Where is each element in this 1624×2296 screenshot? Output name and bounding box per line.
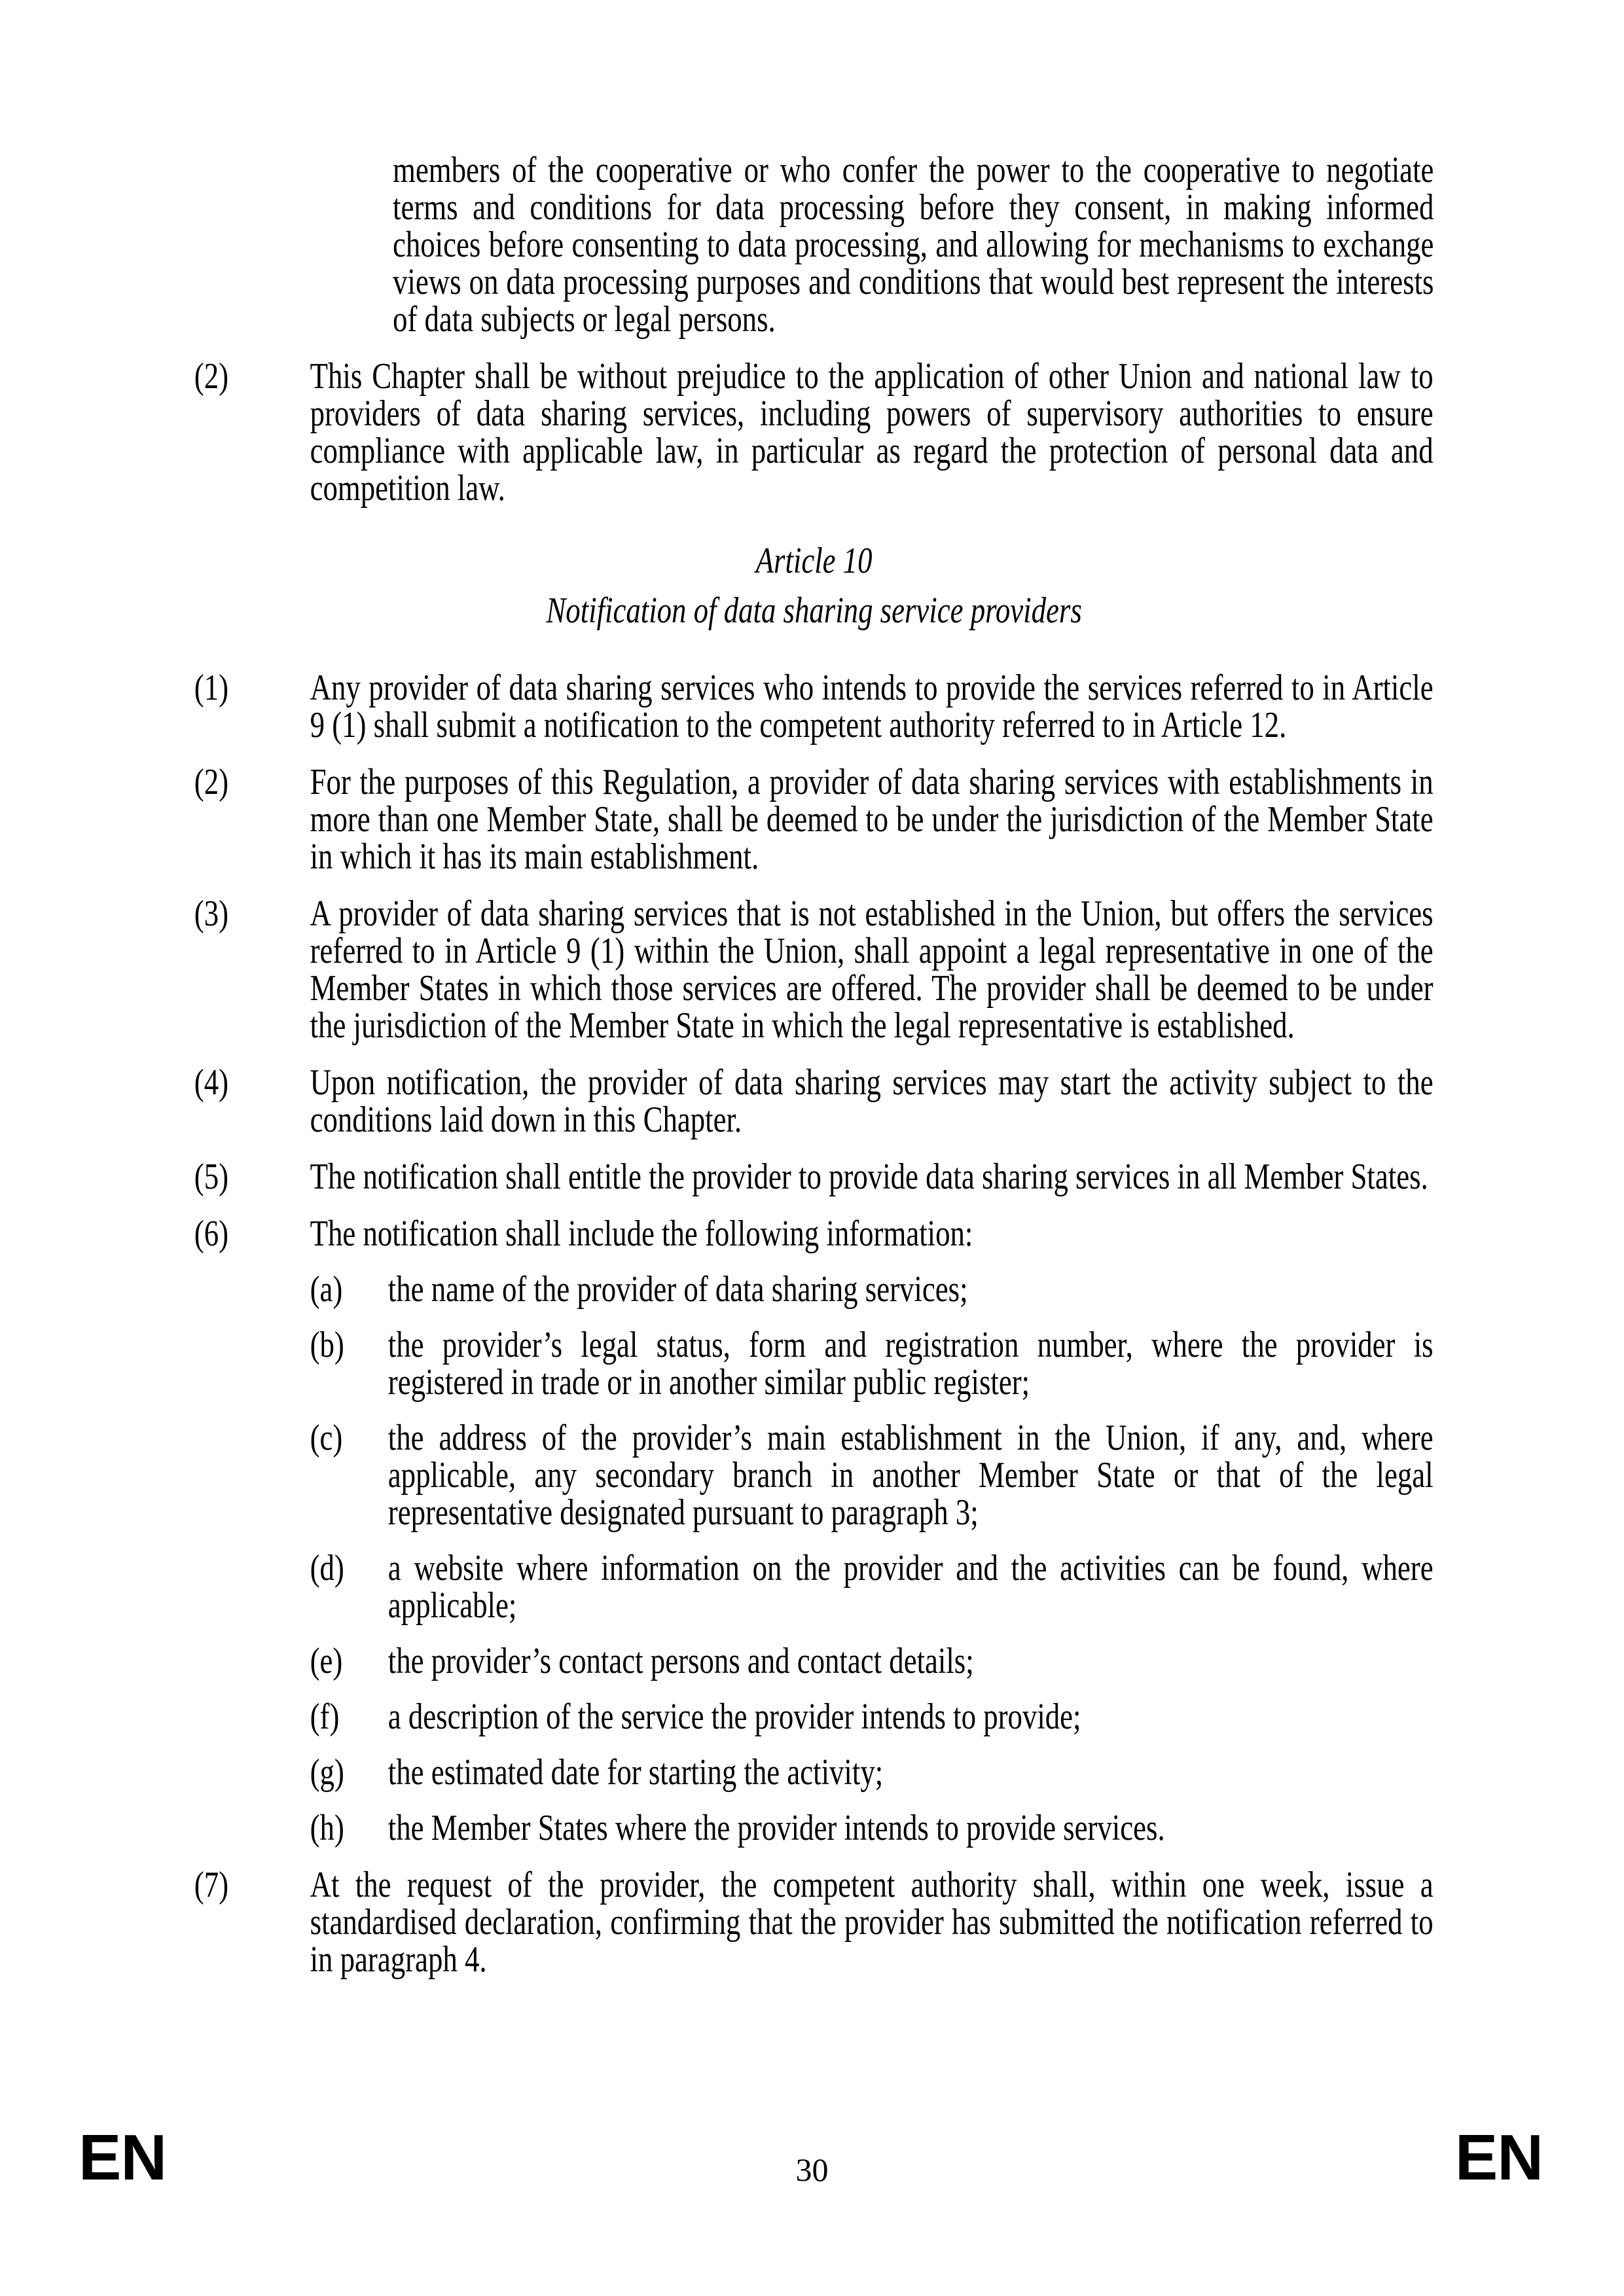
letter-marker: (c) — [310, 1418, 343, 1458]
letter-marker: (g) — [310, 1752, 344, 1793]
item-number: (7) — [194, 1865, 229, 1905]
lettered-item — [310, 1550, 1434, 1624]
item-lead-text: The notification shall include the following information: — [310, 1213, 973, 1254]
letter-text: a description of the service the provider intends to provide; — [388, 1696, 1081, 1737]
item-text — [310, 1215, 1434, 1847]
letter-text: the Member States where the provider intends to provide services. — [388, 1808, 1165, 1848]
item-number: (4) — [194, 1062, 229, 1103]
lettered-item — [310, 1420, 1434, 1532]
numbered-item — [194, 895, 1624, 1045]
item-text: Any provider of data sharing services who intends to provide the services referred to in Article 9 (1) shall submit a notification to the competent authority referred to in Article 12. — [310, 668, 1434, 745]
item-number: (5) — [194, 1157, 229, 1197]
letter-text: the name of the provider of data sharing services; — [388, 1269, 968, 1310]
page-number: 30 — [795, 2151, 829, 2188]
letter-text: the address of the provider’s main establishment in the Union, if any, and, where applicable, any secondary branch in another Member State or that of the legal representative designated pursuant to paragraph 3; — [388, 1418, 1434, 1533]
item-text: Upon notification, the provider of data sharing services may start the activity subject to the conditions laid down in this Chapter. — [310, 1062, 1434, 1140]
item-text: For the purposes of this Regulation, a provider of data sharing services with establishments in more than one Member State, shall be deemed to be under the jurisdiction of the Member State in which it has its main establishment. — [310, 762, 1434, 877]
numbered-item — [194, 1158, 1624, 1196]
lettered-sublist — [310, 1271, 1434, 1847]
item-text: At the request of the provider, the competent authority shall, within one week, issue a standardised declaration, confirming that the provider has submitted the notification referred to in paragraph 4. — [310, 1865, 1434, 1980]
item-number: (6) — [194, 1213, 229, 1254]
lettered-item — [310, 1271, 1434, 1308]
lettered-item — [310, 1643, 1434, 1680]
letter-text: the provider’s contact persons and contact details; — [388, 1641, 974, 1681]
article-title: Article 10 — [755, 541, 873, 581]
letter-marker: (b) — [310, 1325, 344, 1365]
item-number: (1) — [194, 668, 229, 708]
numbered-item — [194, 1867, 1624, 1979]
article-heading — [194, 536, 1434, 636]
letter-text: the provider’s legal status, form and registration number, where the provider is registered in trade or in another similar public register; — [388, 1325, 1434, 1403]
letter-marker: (e) — [310, 1641, 343, 1681]
continuation-paragraph: members of the cooperative or who confer the power to the cooperative to negotiate terms and conditions for data processing before they consent, in making informed choices before consenting to data processing, and allowing for mechanisms to exchange views on data processing purposes and conditions that would best represent the interests of data subjects or legal persons. — [393, 150, 1434, 340]
numbered-item — [194, 670, 1624, 744]
item-text: The notification shall entitle the provider to provide data sharing services in all Member States. — [310, 1157, 1428, 1197]
item-number: (2) — [194, 356, 229, 397]
letter-text: the estimated date for starting the activity; — [388, 1752, 884, 1793]
item-number: (2) — [194, 762, 229, 802]
lettered-item — [310, 1754, 1434, 1791]
footer-language-code-right: EN — [1454, 2121, 1543, 2193]
numbered-item — [194, 1064, 1624, 1139]
letter-marker: (a) — [310, 1269, 343, 1310]
lettered-item — [310, 1698, 1434, 1736]
lettered-item — [310, 1810, 1434, 1847]
footer-language-code-left: EN — [79, 2121, 167, 2193]
lettered-item — [310, 1327, 1434, 1401]
item-text: A provider of data sharing services that is not established in the Union, but offers the services referred to in Article 9 (1) within the Union, shall appoint a legal representative in one of the Member States in which those services are offered. The provider shall be deemed to be under the jurisdiction of the Member State in which the legal representative is established. — [310, 893, 1434, 1046]
document-body — [0, 152, 1624, 1998]
letter-marker: (f) — [310, 1696, 340, 1737]
letter-marker: (h) — [310, 1808, 344, 1848]
letter-marker: (d) — [310, 1548, 344, 1588]
item-number: (3) — [194, 893, 229, 934]
article-subtitle: Notification of data sharing service providers — [546, 590, 1082, 631]
item-text: This Chapter shall be without prejudice to the application of other Union and national law to providers of data sharing services, including powers of supervisory authorities to ensure compliance with applicable law, in particular as regard the protection of personal data and competition law. — [310, 356, 1434, 509]
numbered-item — [194, 358, 1624, 507]
numbered-item — [194, 764, 1624, 876]
numbered-item — [194, 1215, 1624, 1847]
letter-text: a website where information on the provider and the activities can be found, where applicable; — [388, 1548, 1434, 1626]
